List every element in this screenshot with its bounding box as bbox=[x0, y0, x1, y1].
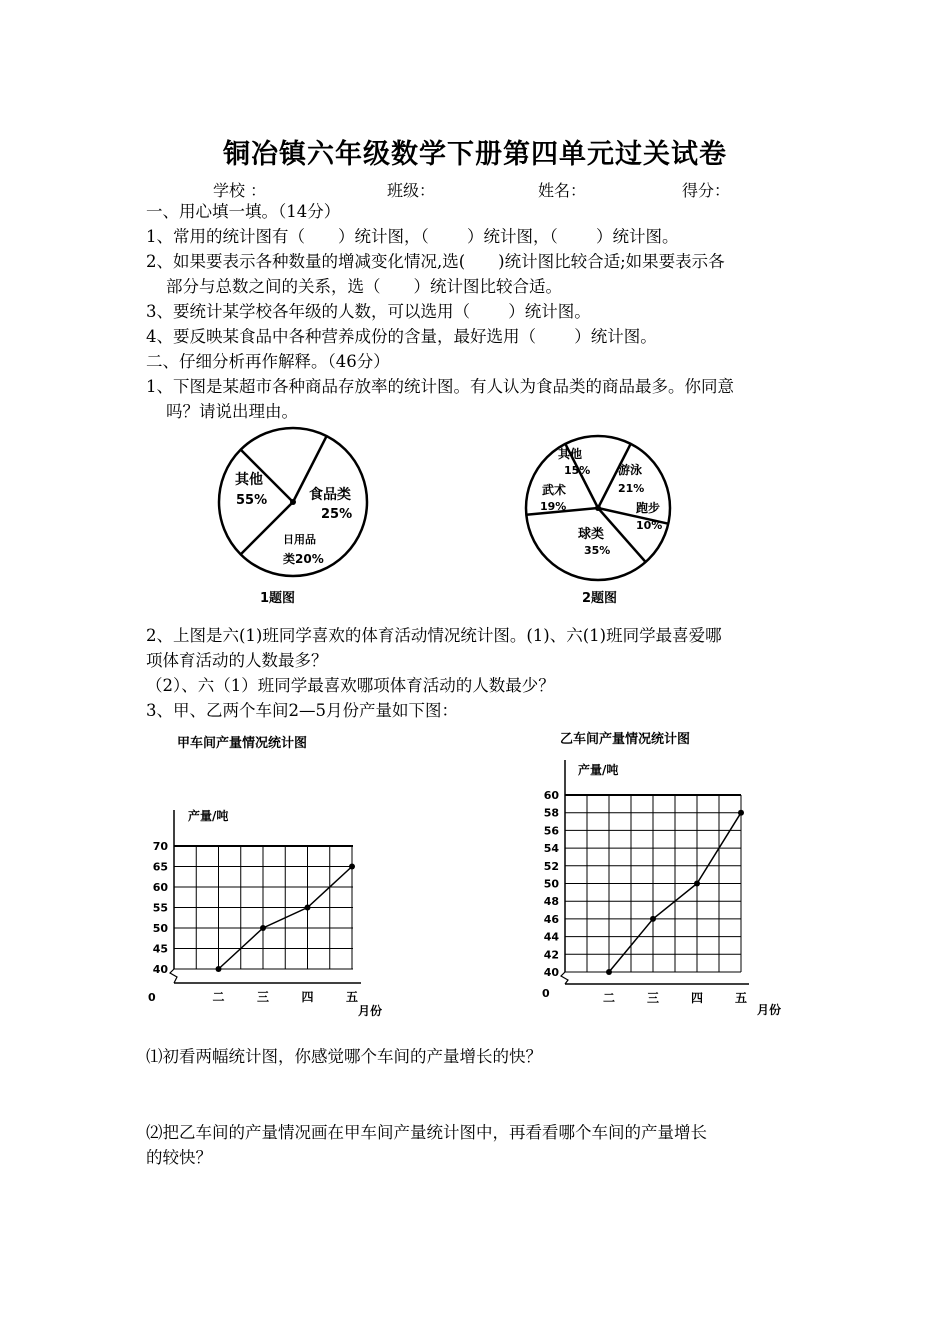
question-2-1-cont: 吗？请说出理由。 bbox=[166, 402, 298, 421]
yi-data-point bbox=[606, 969, 612, 975]
pie2-value-swim: 21% bbox=[618, 482, 645, 495]
jia-axis-break bbox=[170, 969, 177, 983]
yi-ytick-label: 60 bbox=[543, 789, 559, 802]
jia-xtick-label: 五 bbox=[345, 990, 359, 1004]
pie2-value-run: 10% bbox=[636, 519, 663, 532]
yi-axis-break bbox=[561, 972, 568, 984]
yi-ytick-label: 44 bbox=[543, 930, 559, 944]
question-2-2-cont: 项体育活动的人数最多？ bbox=[146, 651, 328, 670]
pie1-label-other: 其他 bbox=[235, 472, 263, 488]
yi-data-point bbox=[694, 881, 700, 887]
yi-ytick-label: 50 bbox=[543, 877, 559, 891]
question-1-3: 3、要统计某学校各年级的人数，可以选用（ ）统计图。 bbox=[146, 302, 591, 321]
yi-xtick-label: 三 bbox=[646, 991, 660, 1005]
jia-ytick-label: 60 bbox=[152, 881, 168, 894]
jia-data-point bbox=[349, 864, 355, 870]
line-chart-jia bbox=[140, 725, 430, 1025]
jia-ytick-label: 65 bbox=[152, 860, 168, 874]
jia-xtick-label: 三 bbox=[256, 990, 270, 1004]
jia-xlabel: 月份 bbox=[358, 1004, 383, 1018]
pie1-value-food: 25% bbox=[321, 507, 353, 522]
pie1-caption: 1题图 bbox=[260, 591, 296, 606]
yi-ytick-label: 58 bbox=[543, 806, 559, 820]
jia-ytick-label: 55 bbox=[152, 901, 168, 915]
jia-ytick-label: 40 bbox=[152, 963, 168, 976]
jia-data-point bbox=[260, 925, 266, 931]
yi-ytick-label: 42 bbox=[543, 948, 559, 962]
jia-xtick-label: 四 bbox=[301, 990, 314, 1004]
question-2-3: 3、甲、乙两个车间2—5月份产量如下图： bbox=[146, 701, 458, 720]
line-chart-yi bbox=[530, 722, 810, 1022]
jia-data-point bbox=[216, 966, 222, 972]
pie2-label-swim: 游泳 bbox=[618, 463, 643, 477]
jia-zero-label: 0 bbox=[148, 991, 156, 1004]
pie2-caption: 2题图 bbox=[582, 591, 618, 606]
pie1-center bbox=[290, 499, 296, 505]
yi-xtick-label: 五 bbox=[734, 991, 748, 1005]
jia-ytick-label: 45 bbox=[152, 942, 168, 956]
pie1-value-other: 55% bbox=[236, 493, 268, 508]
pie1-value-daily: 类20% bbox=[283, 552, 324, 566]
pie2-value-other: 15% bbox=[564, 464, 591, 477]
page-title: 铜冶镇六年级数学下册第四单元过关试卷 bbox=[223, 139, 727, 170]
yi-xlabel: 月份 bbox=[757, 1003, 782, 1017]
school-label: 学校 ： bbox=[213, 181, 267, 200]
jia-ytick-label: 50 bbox=[152, 922, 168, 935]
question-1-4: 4、要反映某食品中各种营养成份的含量，最好选用（ ）统计图。 bbox=[146, 327, 657, 346]
yi-ytick-label: 48 bbox=[543, 895, 559, 909]
pie2-value-ball: 35% bbox=[584, 544, 611, 557]
pie2-label-martial: 武术 bbox=[542, 483, 567, 497]
pie-chart-1 bbox=[205, 420, 385, 610]
yi-xtick-label: 四 bbox=[690, 991, 704, 1005]
question-1-2-cont: 部分与总数之间的关系，选（ ）统计图比较合适。 bbox=[166, 277, 562, 296]
yi-data-point bbox=[738, 810, 744, 816]
yi-ytick-label: 52 bbox=[543, 859, 559, 873]
question-2-1: 1、下图是某超市各种商品存放率的统计图。有人认为食品类的商品最多。你同意 bbox=[146, 377, 734, 396]
yi-ytick-label: 54 bbox=[543, 842, 559, 856]
pie1-label-daily: 日用品 bbox=[283, 533, 316, 546]
pie2-label-run: 跑步 bbox=[636, 501, 661, 515]
score-label: 得分： bbox=[682, 181, 731, 200]
jia-data-point bbox=[305, 905, 311, 911]
yi-data-point bbox=[650, 916, 656, 922]
yi-zero-label: 0 bbox=[542, 987, 550, 1000]
jia-ytick-label: 70 bbox=[152, 840, 168, 853]
subquestion-2-cont: 的较快？ bbox=[146, 1148, 212, 1167]
question-2-2-sub: （2）、六（1）班同学最喜欢哪项体育活动的人数最少？ bbox=[146, 676, 555, 695]
subquestion-1: ⑴初看两幅统计图，你感觉哪个车间的产量增长的快？ bbox=[146, 1047, 542, 1066]
yi-ytick-label: 40 bbox=[543, 966, 559, 979]
section2-heading: 二、仔细分析再作解释。（46分） bbox=[146, 352, 390, 371]
question-1-2: 2、如果要表示各种数量的增减变化情况,选( )统计图比较合适;如果要表示各 bbox=[146, 252, 725, 271]
class-label: 班级： bbox=[387, 181, 436, 200]
jia-xtick-label: 二 bbox=[212, 990, 225, 1004]
jia-ylabel: 产量/吨 bbox=[188, 809, 229, 823]
yi-ytick-label: 46 bbox=[543, 912, 559, 926]
pie1-slice-divider-1 bbox=[241, 502, 293, 554]
pie-chart-2 bbox=[520, 430, 680, 610]
jia-title: 甲车间产量情况统计图 bbox=[177, 736, 308, 751]
pie2-label-ball: 球类 bbox=[578, 527, 605, 542]
pie1-label-food: 食品类 bbox=[309, 487, 351, 503]
question-2-2: 2、上图是六(1)班同学喜欢的体育活动情况统计图。(1)、六(1)班同学最喜爱哪 bbox=[146, 626, 722, 645]
section1-heading: 一、用心填一填。（14分） bbox=[146, 202, 341, 221]
question-1-1: 1、常用的统计图有（ ）统计图，（ ）统计图，（ ）统计图。 bbox=[146, 227, 679, 246]
pie2-label-other: 其他 bbox=[558, 447, 583, 461]
subquestion-2: ⑵把乙车间的产量情况画在甲车间产量统计图中，再看看哪个车间的产量增长 bbox=[146, 1123, 707, 1142]
yi-ytick-label: 56 bbox=[543, 824, 559, 838]
yi-ylabel: 产量/吨 bbox=[578, 763, 619, 777]
name-label: 姓名： bbox=[538, 181, 587, 200]
yi-title: 乙车间产量情况统计图 bbox=[560, 732, 691, 747]
yi-xtick-label: 二 bbox=[602, 991, 616, 1005]
pie2-center bbox=[595, 505, 601, 511]
pie2-value-martial: 19% bbox=[540, 500, 567, 513]
